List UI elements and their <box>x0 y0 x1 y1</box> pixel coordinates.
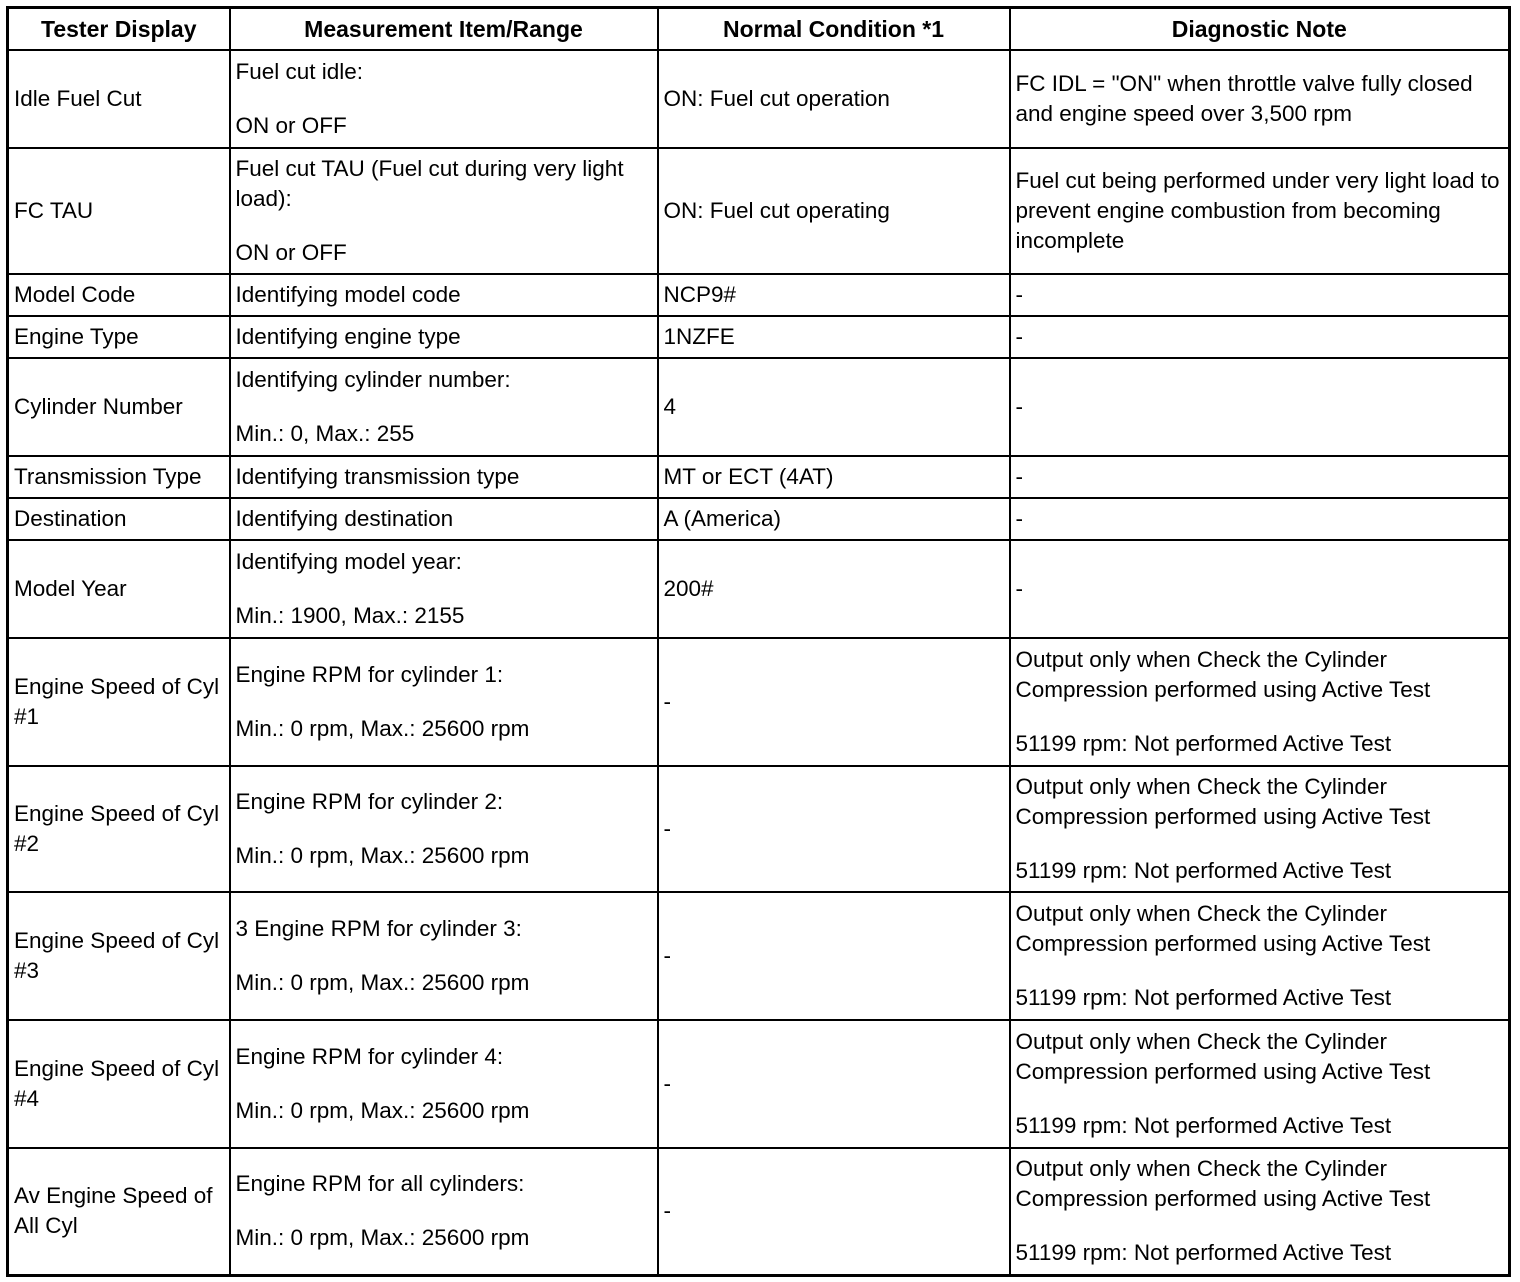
note-line: - <box>1015 393 1023 419</box>
header-measurement-item: Measurement Item/Range <box>230 8 658 50</box>
note-line: 51199 rpm: Not performed Active Test <box>1015 1240 1392 1266</box>
measurement-line: Min.: 0 rpm, Max.: 25600 rpm <box>235 1225 530 1251</box>
cell-tester-display: Cylinder Number <box>8 358 230 456</box>
cell-normal-condition: ON: Fuel cut operating <box>658 148 1010 274</box>
note-line: Fuel cut being performed under very light load to prevent engine combustion from becoming incomplete <box>1015 167 1500 253</box>
note-line: - <box>1015 575 1023 601</box>
note-line: Output only when Check the Cylinder Compression performed using Active Test <box>1015 1028 1431 1084</box>
note-line: 51199 rpm: Not performed Active Test <box>1015 984 1392 1010</box>
table-header <box>8 8 1510 50</box>
table-row <box>8 456 1510 498</box>
cell-diagnostic-note <box>1010 766 1510 892</box>
note-line: 51199 rpm: Not performed Active Test <box>1015 857 1392 883</box>
measurement-line: Identifying model code <box>235 281 461 307</box>
measurement-line: ON or OFF <box>235 239 347 265</box>
cell-diagnostic-note <box>1010 892 1510 1020</box>
cell-normal-condition: NCP9# <box>658 274 1010 316</box>
cell-measurement-item <box>230 148 658 274</box>
cell-normal-condition: 200# <box>658 540 1010 638</box>
measurement-line: Min.: 1900, Max.: 2155 <box>235 602 465 628</box>
measurement-line: Min.: 0, Max.: 255 <box>235 420 415 446</box>
measurement-line: Engine RPM for all cylinders: <box>235 1171 525 1197</box>
cell-measurement-item <box>230 456 658 498</box>
cell-normal-condition: - <box>658 892 1010 1020</box>
measurement-line: Engine RPM for cylinder 2: <box>235 788 504 814</box>
cell-tester-display: Engine Speed of Cyl #1 <box>8 638 230 766</box>
measurement-line: Min.: 0 rpm, Max.: 25600 rpm <box>235 842 530 868</box>
cell-normal-condition: 1NZFE <box>658 316 1010 358</box>
measurement-line: Fuel cut TAU (Fuel cut during very light load): <box>235 155 624 211</box>
cell-measurement-item <box>230 1020 658 1148</box>
cell-diagnostic-note <box>1010 456 1510 498</box>
cell-diagnostic-note <box>1010 316 1510 358</box>
cell-normal-condition: - <box>658 766 1010 892</box>
cell-diagnostic-note <box>1010 498 1510 540</box>
table-row <box>8 50 1510 148</box>
measurement-line: Identifying engine type <box>235 323 461 349</box>
cell-normal-condition: - <box>658 1148 1010 1276</box>
cell-tester-display: Model Code <box>8 274 230 316</box>
cell-diagnostic-note <box>1010 274 1510 316</box>
note-line: Output only when Check the Cylinder Compression performed using Active Test <box>1015 773 1431 829</box>
cell-normal-condition: A (America) <box>658 498 1010 540</box>
cell-normal-condition: MT or ECT (4AT) <box>658 456 1010 498</box>
cell-tester-display: Model Year <box>8 540 230 638</box>
note-line: 51199 rpm: Not performed Active Test <box>1015 730 1392 756</box>
measurement-line: Identifying model year: <box>235 548 462 574</box>
cell-tester-display: FC TAU <box>8 148 230 274</box>
measurement-line: Identifying destination <box>235 505 454 531</box>
measurement-line: Min.: 0 rpm, Max.: 25600 rpm <box>235 969 530 995</box>
measurement-line: Identifying cylinder number: <box>235 366 511 392</box>
cell-diagnostic-note <box>1010 148 1510 274</box>
cell-tester-display: Engine Speed of Cyl #2 <box>8 766 230 892</box>
document-sheet <box>6 6 1508 1276</box>
cell-measurement-item <box>230 316 658 358</box>
note-line: - <box>1015 281 1023 307</box>
cell-tester-display: Engine Speed of Cyl #4 <box>8 1020 230 1148</box>
header-row <box>8 8 1510 50</box>
cell-measurement-item <box>230 892 658 1020</box>
note-line: Output only when Check the Cylinder Compression performed using Active Test <box>1015 646 1431 702</box>
measurement-line: Engine RPM for cylinder 4: <box>235 1043 504 1069</box>
measurement-line: Engine RPM for cylinder 1: <box>235 661 504 687</box>
measurement-line: 3 Engine RPM for cylinder 3: <box>235 915 522 941</box>
table-row <box>8 316 1510 358</box>
table-row <box>8 148 1510 274</box>
cell-normal-condition: ON: Fuel cut operation <box>658 50 1010 148</box>
measurement-line: Identifying transmission type <box>235 463 520 489</box>
cell-tester-display: Engine Speed of Cyl #3 <box>8 892 230 1020</box>
header-diagnostic-note: Diagnostic Note <box>1010 8 1510 50</box>
measurement-line: Min.: 0 rpm, Max.: 25600 rpm <box>235 715 530 741</box>
note-line: Output only when Check the Cylinder Compression performed using Active Test <box>1015 1156 1431 1212</box>
cell-diagnostic-note <box>1010 358 1510 456</box>
cell-diagnostic-note <box>1010 638 1510 766</box>
measurement-line: ON or OFF <box>235 112 347 138</box>
header-tester-display: Tester Display <box>8 8 230 50</box>
note-line: - <box>1015 505 1023 531</box>
table-row <box>8 540 1510 638</box>
cell-measurement-item <box>230 498 658 540</box>
cell-diagnostic-note <box>1010 1148 1510 1276</box>
cell-measurement-item <box>230 1148 658 1276</box>
cell-measurement-item <box>230 766 658 892</box>
measurement-line: Fuel cut idle: <box>235 58 364 84</box>
cell-tester-display: Idle Fuel Cut <box>8 50 230 148</box>
cell-normal-condition: - <box>658 638 1010 766</box>
cell-measurement-item <box>230 274 658 316</box>
table-row <box>8 498 1510 540</box>
cell-measurement-item <box>230 540 658 638</box>
data-list-table <box>6 6 1511 1277</box>
cell-measurement-item <box>230 50 658 148</box>
cell-measurement-item <box>230 638 658 766</box>
cell-tester-display: Transmission Type <box>8 456 230 498</box>
cell-tester-display: Engine Type <box>8 316 230 358</box>
table-row <box>8 638 1510 766</box>
cell-normal-condition: - <box>658 1020 1010 1148</box>
header-normal-condition: Normal Condition *1 <box>658 8 1010 50</box>
note-line: - <box>1015 463 1023 489</box>
note-line: Output only when Check the Cylinder Compression performed using Active Test <box>1015 900 1431 956</box>
cell-diagnostic-note <box>1010 540 1510 638</box>
table-row <box>8 274 1510 316</box>
measurement-line: Min.: 0 rpm, Max.: 25600 rpm <box>235 1097 530 1123</box>
table-body <box>8 50 1510 1276</box>
table-row <box>8 358 1510 456</box>
table-row <box>8 892 1510 1020</box>
note-line: FC IDL = "ON" when throttle valve fully closed and engine speed over 3,500 rpm <box>1015 70 1473 126</box>
cell-normal-condition: 4 <box>658 358 1010 456</box>
table-row <box>8 1020 1510 1148</box>
cell-measurement-item <box>230 358 658 456</box>
note-line: 51199 rpm: Not performed Active Test <box>1015 1112 1392 1138</box>
table-row <box>8 1148 1510 1276</box>
note-line: - <box>1015 323 1023 349</box>
cell-tester-display: Av Engine Speed of All Cyl <box>8 1148 230 1276</box>
cell-diagnostic-note <box>1010 50 1510 148</box>
cell-diagnostic-note <box>1010 1020 1510 1148</box>
cell-tester-display: Destination <box>8 498 230 540</box>
table-row <box>8 766 1510 892</box>
